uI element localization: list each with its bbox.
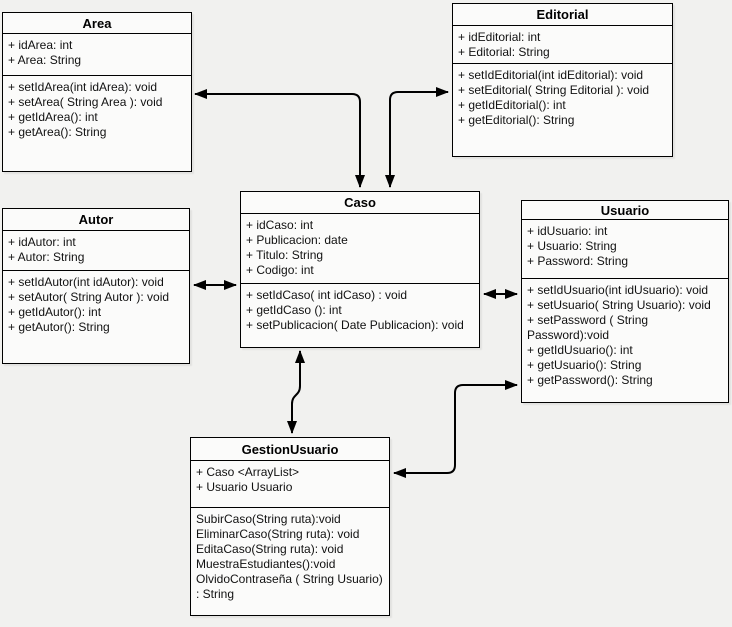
attribute-line: + idUsuario: int <box>527 224 608 238</box>
attribute-line: + idCaso: int <box>246 218 314 232</box>
class-box-usuario[interactable] <box>521 200 729 403</box>
class-attributes <box>3 231 189 271</box>
method-line: OlvidoContraseña ( String Usuario) : String <box>196 572 383 601</box>
method-line: EditaCaso(String ruta): void <box>196 542 344 556</box>
method-line: + setUsuario( String Usuario): void <box>527 298 711 312</box>
method-line: + setEditorial( String Editorial ): void <box>458 83 650 97</box>
attribute-line: + Caso <ArrayList> <box>196 465 300 479</box>
method-line: + setAutor( String Autor ): void <box>8 290 170 304</box>
attribute-line: + Usuario: String <box>527 239 617 253</box>
class-title: Area <box>3 13 191 34</box>
class-attributes <box>191 461 389 508</box>
class-title: Editorial <box>453 4 672 26</box>
class-title: Autor <box>3 209 189 231</box>
method-line: + setPublicacion( Date Publicacion): void <box>246 318 464 332</box>
attribute-line: + idAutor: int <box>8 235 76 249</box>
method-line: + getIdAutor(): int <box>8 305 102 319</box>
method-line: + setIdEditorial(int idEditorial): void <box>458 68 644 82</box>
class-methods <box>241 284 479 347</box>
method-line: MuestraEstudiantes():void <box>196 557 336 571</box>
class-attributes <box>241 214 479 284</box>
attribute-line: + Password: String <box>527 254 629 268</box>
attribute-line: + Publicacion: date <box>246 233 348 247</box>
class-title: GestionUsuario <box>191 438 389 461</box>
method-line: + getEditorial(): String <box>458 113 575 127</box>
method-line: + getIdArea(): int <box>8 110 98 124</box>
class-box-editorial[interactable] <box>452 3 673 157</box>
class-box-gestionusuario[interactable] <box>190 437 390 616</box>
class-box-autor[interactable] <box>2 208 190 364</box>
connector-caso-gestionusuario[interactable] <box>292 351 300 433</box>
class-attributes <box>3 34 191 76</box>
attribute-line: + Autor: String <box>8 250 85 264</box>
method-line: + setIdArea(int idArea): void <box>8 80 158 94</box>
attribute-line: + Editorial: String <box>458 45 550 59</box>
class-box-caso[interactable] <box>240 191 480 348</box>
attribute-line: + Codigo: int <box>246 263 314 277</box>
class-methods <box>3 76 191 171</box>
class-attributes <box>522 220 728 279</box>
connector-area-caso[interactable] <box>195 94 360 187</box>
method-line: SubirCaso(String ruta):void <box>196 512 341 526</box>
connector-caso-editorial[interactable] <box>390 92 448 187</box>
attribute-line: + Area: String <box>8 53 82 67</box>
attribute-line: + idEditorial: int <box>458 30 541 44</box>
class-methods <box>453 64 672 156</box>
connector-usuario-gestionusuario[interactable] <box>394 385 517 473</box>
class-title: Caso <box>241 192 479 214</box>
class-methods <box>3 271 189 363</box>
method-line: + getIdUsuario(): int <box>527 343 633 357</box>
method-line: EliminarCaso(String ruta): void <box>196 527 360 541</box>
method-line: + setIdUsuario(int idUsuario): void <box>527 283 709 297</box>
attribute-line: + Titulo: String <box>246 248 324 262</box>
class-attributes <box>453 26 672 64</box>
method-line: + setArea( String Area ): void <box>8 95 163 109</box>
method-line: + getPassword(): String <box>527 373 653 387</box>
class-methods <box>191 508 389 615</box>
attribute-line: + Usuario Usuario <box>196 480 293 494</box>
class-box-area[interactable] <box>2 12 192 172</box>
method-line: + setIdCaso( int idCaso) : void <box>246 288 408 302</box>
method-line: + getArea(): String <box>8 125 107 139</box>
method-line: + getAutor(): String <box>8 320 110 334</box>
method-line: + getIdEditorial(): int <box>458 98 566 112</box>
method-line: + getUsuario(): String <box>527 358 642 372</box>
class-title: Usuario <box>522 201 728 220</box>
attribute-line: + idArea: int <box>8 38 73 52</box>
class-methods <box>522 279 728 402</box>
method-line: + setPassword ( String Password):void <box>527 313 649 342</box>
method-line: + getIdCaso (): int <box>246 303 342 317</box>
method-line: + setIdAutor(int idAutor): void <box>8 275 164 289</box>
